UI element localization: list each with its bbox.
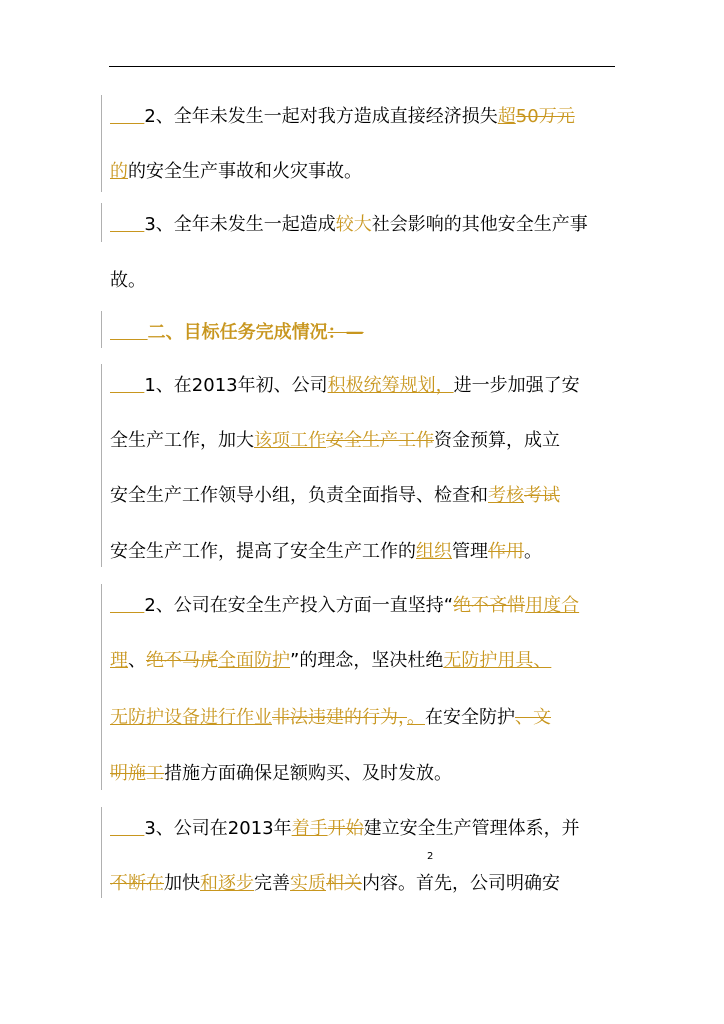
paragraph-line (110, 484, 630, 508)
text-run: 2、全年未发生一起对我方造成直接经济损失 (144, 106, 498, 127)
deleted-text: 、文 (515, 707, 551, 728)
inserted-text (110, 214, 144, 235)
revision-change-bar (101, 203, 102, 242)
header-rule (109, 66, 615, 67)
revision-change-bar (101, 95, 102, 192)
paragraph-line (110, 160, 630, 184)
inserted-text: 无防护用具、 (443, 650, 552, 671)
paragraph-line (110, 321, 630, 345)
paragraph-line (110, 540, 630, 564)
paragraph-line (110, 213, 630, 237)
paragraph-line (110, 594, 630, 618)
inserted-text: 超 (497, 106, 516, 127)
inserted-text: 实质 (290, 873, 326, 894)
text-run: 管理 (452, 541, 488, 562)
deleted-text: 明施工 (110, 763, 164, 784)
text-run: 、 (128, 650, 146, 671)
inserted-text (110, 322, 148, 343)
text-run: 安全生产工作，提高了安全生产工作的 (110, 541, 416, 562)
text-run: 故。 (110, 270, 146, 291)
paragraph-line (110, 429, 630, 453)
text-run: 。 (524, 541, 542, 562)
deleted-text: 50万元 (515, 106, 575, 127)
inserted-text (110, 375, 144, 396)
text-run: 2、公司在安全生产投入方面一直坚持“ (144, 595, 454, 616)
inserted-text (110, 106, 144, 127)
text-run: 完善 (254, 873, 290, 894)
text-run: 建立安全生产管理体系，并 (363, 818, 580, 839)
text-run: 措施方面确保足额购买、及时发放。 (164, 763, 452, 784)
inserted-text: 二、目标任务完成情况 (147, 322, 328, 343)
deleted-text: 不断在 (110, 873, 164, 894)
paragraph-line (110, 269, 630, 293)
paragraph-line (110, 649, 630, 673)
text-run: 的安全生产事故和火灾事故。 (128, 161, 362, 182)
text-run: 内容。首先，公司明确安 (362, 873, 560, 894)
revision-change-bar (101, 364, 102, 567)
text-run: 社会影响的其他安全生产事 (371, 214, 588, 235)
inserted-text (110, 818, 144, 839)
deleted-text: 绝不马虎 (146, 650, 218, 671)
text-run: 3、全年未发生一起造成 (144, 214, 336, 235)
inserted-text: 无防护设备进行作业 (110, 707, 272, 728)
deleted-text: ：— (327, 322, 364, 343)
deleted-text: 安全生产工作 (326, 430, 434, 451)
text-run: 在安全防护 (425, 707, 515, 728)
inserted-text: 考核 (488, 485, 524, 506)
inserted-text: 。 (407, 707, 425, 728)
inserted-text: 的 (110, 161, 128, 182)
revision-change-bar (101, 807, 102, 898)
paragraph-line (110, 817, 630, 841)
paragraph-line (110, 105, 630, 129)
text-run: 3、公司在2013年 (144, 818, 292, 839)
paragraph-line (110, 706, 630, 730)
revision-change-bar (101, 311, 102, 348)
deleted-text: 相关 (326, 873, 362, 894)
inserted-text: 较大 (335, 214, 372, 235)
deleted-text: 作用 (488, 541, 524, 562)
inserted-text: 该项工作 (254, 430, 326, 451)
revision-change-bar (101, 584, 102, 790)
deleted-text: 开始 (327, 818, 364, 839)
page-number: 2 (427, 851, 434, 862)
inserted-text: 理 (110, 650, 128, 671)
deleted-text: 绝不吝惜 (453, 595, 526, 616)
inserted-text: 组织 (416, 541, 452, 562)
text-run: ”的理念，坚决杜绝 (290, 650, 444, 671)
inserted-text: 用度合 (525, 595, 580, 616)
text-run: 全生产工作，加大 (110, 430, 254, 451)
text-run: 加快 (164, 873, 200, 894)
inserted-text: 着手 (291, 818, 328, 839)
inserted-text (110, 595, 144, 616)
inserted-text: 积极统筹规划， (327, 375, 454, 396)
inserted-text: 和逐步 (200, 873, 254, 894)
paragraph-line (110, 762, 630, 786)
text-run: 资金预算，成立 (434, 430, 560, 451)
paragraph-line (110, 872, 630, 896)
deleted-text: 考试 (524, 485, 560, 506)
text-run: 安全生产工作领导小组，负责全面指导、检查和 (110, 485, 488, 506)
paragraph-line (110, 374, 630, 398)
inserted-text: 全面防护 (218, 650, 290, 671)
text-run: 1、在2013年初、公司 (144, 375, 328, 396)
deleted-text: 非法违建的行为， (272, 707, 407, 728)
text-run: 进一步加强了安 (453, 375, 580, 396)
